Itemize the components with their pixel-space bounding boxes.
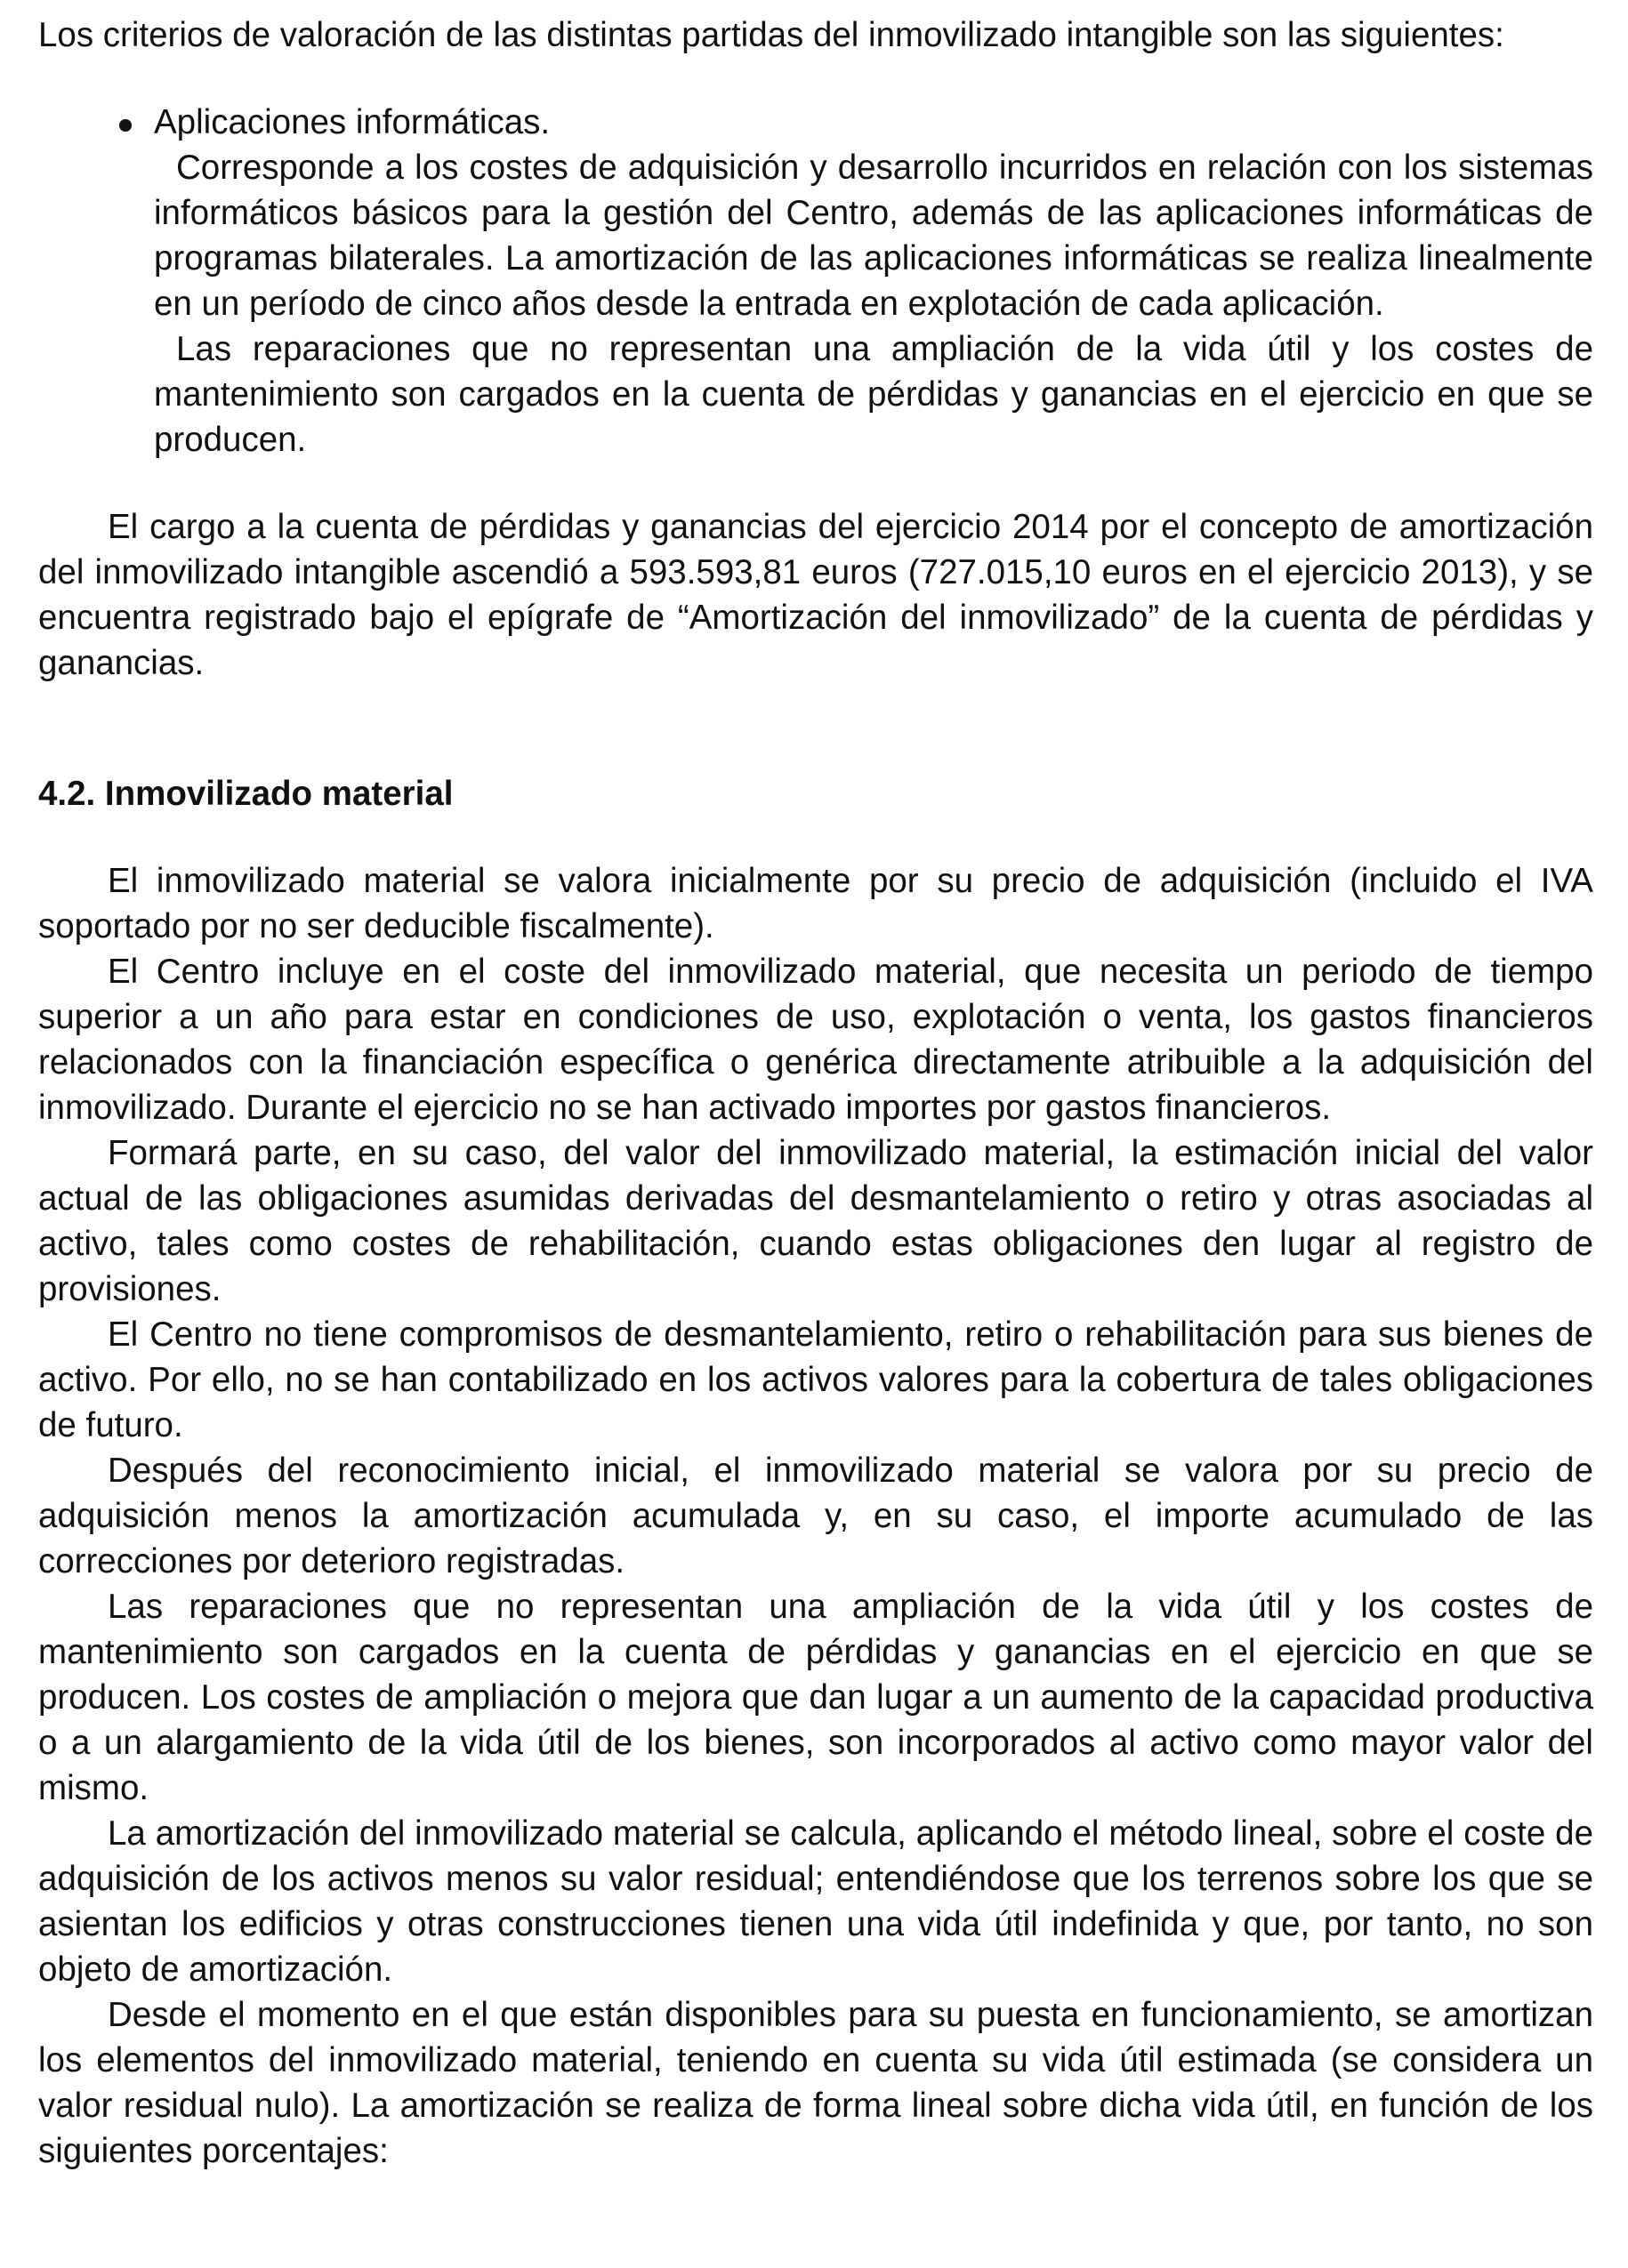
- amortization-paragraph: El cargo a la cuenta de pérdidas y ganancias del ejercicio 2014 por el concepto de amortización del inmovilizado intangible ascendió a 593.593,81 euros (727.015,10 euros en el ejercicio 2013), y se encuentra registrado bajo el epígrafe de “Amortización del inmovilizado” de la cuenta de pérdidas y ganancias.: [38, 508, 1593, 682]
- bullet-title: Aplicaciones informáticas.: [154, 103, 551, 141]
- section-paragraph-7: La amortización del inmovilizado material se calcula, aplicando el método lineal, sobre el coste de adquisición de los activos menos su valor residual; entendiéndose que los terrenos sobre los que se asientan los edificios y otras construcciones tienen una vida útil indefinida y que, por tanto, no son objeto de amortización.: [38, 1814, 1593, 1989]
- bullet-list-item: [154, 100, 1593, 462]
- section-paragraph-5: Después del reconocimiento inicial, el inmovilizado material se valora por su precio de adquisición menos la amortización acumulada y, en su caso, el importe acumulado de las correcciones por deterioro registradas.: [38, 1452, 1593, 1580]
- section-paragraph-6: Las reparaciones que no representan una ampliación de la vida útil y los costes de mantenimiento son cargados en la cuenta de pérdidas y ganancias en el ejercicio en que se producen. Los costes de ampliación o mejora que dan lugar a un aumento de la capacidad productiva o a un alargamiento de la vida útil de los bienes, son incorporados al activo como mayor valor del mismo.: [38, 1588, 1593, 1807]
- section-heading: 4.2. Inmovilizado material: [38, 775, 454, 813]
- section-paragraph-2: El Centro incluye en el coste del inmovilizado material, que necesita un periodo de tiempo superior a un año para estar en condiciones de uso, explotación o venta, los gastos financieros relacionados con la financiación específica o genérica directamente atribuible a la adquisición del inmovilizado. Durante el ejercicio no se han activado importes por gastos financieros.: [38, 953, 1593, 1127]
- bullet-paragraph-2: Las reparaciones que no representan una ampliación de la vida útil y los costes de mantenimiento son cargados en la cuenta de pérdidas y ganancias en el ejercicio en que se producen.: [154, 330, 1593, 459]
- section-paragraph-3: Formará parte, en su caso, del valor del inmovilizado material, la estimación inicial del valor actual de las obligaciones asumidas derivadas del desmantelamiento o retiro y otras asociadas al activo, tales como costes de rehabilitación, cuando estas obligaciones den lugar al registro de provisiones.: [38, 1134, 1593, 1308]
- document-page: [38, 12, 1593, 2174]
- bullet-paragraph-1: Corresponde a los costes de adquisición y desarrollo incurridos en relación con los sistemas informáticos básicos para la gestión del Centro, además de las aplicaciones informáticas de programas bilaterales. La amortización de las aplicaciones informáticas se realiza linealmente en un período de cinco años desde la entrada en explotación de cada aplicación.: [154, 149, 1593, 323]
- spacer: [38, 686, 1593, 771]
- bullet-icon: [119, 119, 132, 132]
- section-paragraph-8: Desde el momento en el que están disponibles para su puesta en funcionamiento, se amortizan los elementos del inmovilizado material, teniendo en cuenta su vida útil estimada (se considera un valor residual nulo). La amortización se realiza de forma lineal sobre dicha vida útil, en función de los siguientes porcentajes:: [38, 1996, 1593, 2170]
- section-paragraph-1: El inmovilizado material se valora inicialmente por su precio de adquisición (incluido el IVA soportado por no ser deducible fiscalmente).: [38, 862, 1593, 945]
- intro-paragraph: Los criterios de valoración de las distintas partidas del inmovilizado intangible son las siguientes:: [38, 16, 1504, 54]
- section-paragraph-4: El Centro no tiene compromisos de desmantelamiento, retiro o rehabilitación para sus bienes de activo. Por ello, no se han contabilizado en los activos valores para la cobertura de tales obligaciones de futuro.: [38, 1315, 1593, 1444]
